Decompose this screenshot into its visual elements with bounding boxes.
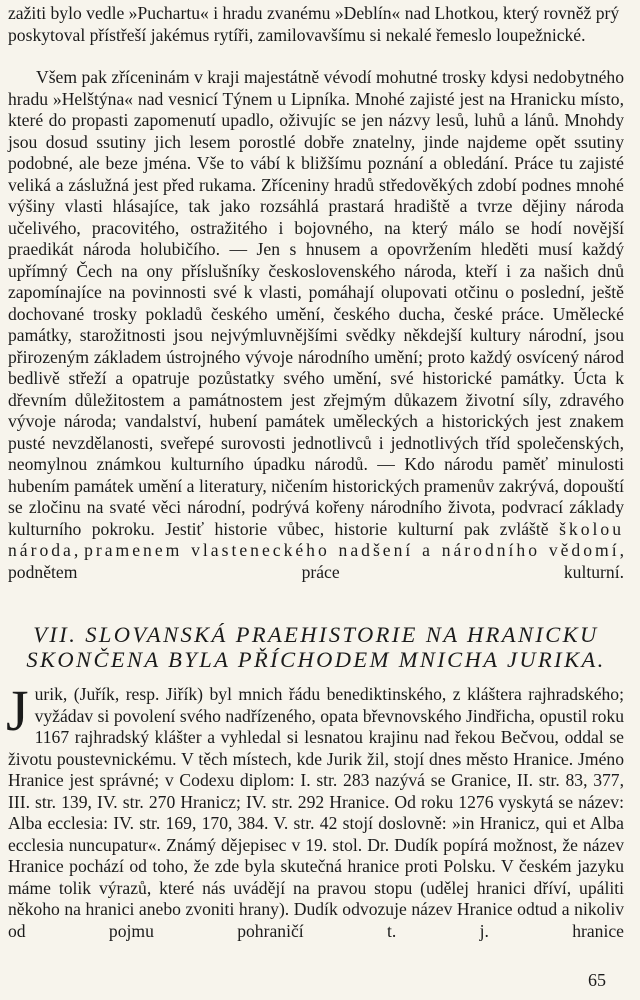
paragraph-jurik bbox=[6, 678, 624, 942]
book-page bbox=[8, 0, 624, 1000]
chapter-heading-line-1: VII. SLOVANSKÁ PRAEHISTORIE NA HRANICKU bbox=[33, 622, 599, 647]
chapter-heading bbox=[8, 622, 624, 672]
paragraph-ruins bbox=[8, 67, 624, 583]
drop-cap: J bbox=[6, 678, 29, 743]
paragraph-text: urik, (Juřík, resp. Jiřík) byl mnich řádu benediktinského, z kláštera rajhradského; vyžádav si povolení svého nadřízeného, opata břevnovského Jindřicha, opustil roku 1167 rajhradský klášter a vyhledal si lesnatou krajinu nad řekou Bečvou, oddal se životu poustevnickému. V těch místech, kde Jurik žil, stojí dnes město Hranice. Jméno Hranice jest správné; v Codexu diplom: I. str. 283 nazývá se Granice, II. str. 83, 377, III. str. 139, IV. str. 270 Hranicz; IV. str. 292 Hranice. Od roku 1276 vyskytá se název: Alba ecclesia: IV. str. 169, 170, 384. V. str. 42 stojí doslovně: »in Hranicz, qui et Alba ecclesia nuncupatur«. Známý dějepisec v 19. stol. Dr. Dudík popírá možnost, že název Hranice pochází od toho, že zde byla skutečná hranice proti Polsku. V českém jazyku máme tolik výrazů, které nás uvádějí na pravou stopu (udělej hranici dříví, upáliti někoho na hranici anebo zvoniti hrany). Dudík odvozuje název Hranice odtud a nikoliv od pojmu pohraničí t. j. hranice bbox=[8, 684, 624, 941]
page-number: 65 bbox=[588, 970, 606, 990]
paragraph-text: , podnětem práce kulturní. bbox=[8, 540, 624, 582]
spaced-emphasis: školou národa bbox=[8, 518, 624, 560]
paragraph-text: Všem pak zříceninám v kraji majestátně vévodí mohutné trosky kdysi nedobytného hradu »Helštýna« nad vesnicí Týnem u Lipníka. Mnohé zajisté jest na Hranicku místo, které do propasti zapomenutí upadlo, oživujíc se jen názvy lesů, luhů a lánů. Mnohdy jsou dosud ssutiny jich lesem porostlé dobře znatelny, jinde najdeme opět ssutiny podobné, ale beze jména. Vše to vábí k bližšímu poznání a obledání. Práce tu zajisté veliká a záslužná jest před rukama. Zříceniny hradů středověkých zdobí podnes mnohé výšiny vlasti hlásajíce, tak jako rozsáhlá prastará hradiště a tvrze dějiny národa učelivého, pracovitého, ostražitého i bojovného, na který málo se hodí novější praedikát národa holubičího. — Jen s hnusem a opovržením hleděti musí každý upřímný Čech na ony příslušníky československého národa, kteří i za našich dnů zapomínajíce na povinnosti své k vlasti, pomáhají olupovati otčinu o poslední, ještě dochované trosky pokladů českého umění, českého ducha, české práce. Umělecké památky, starožitnosti jsou nejvýmluvnějšími svědky někdejší kultury národní, jsou přirozeným základem ústrojného vývoje národního umění; proto každý osvícený národ bedlivě střeží a opatruje pozůstatky svého umění, své historické památky. Úcta k dřevním důležitostem a památnostem jest zřejmým důkazem životní síly, zdravého vývoje národa; vandalství, hubení památek uměleckých a historických jest znakem pusté nevzdělanosti, sveřepé surovosti jednotlivců i jednotlivých tříd společenských, neomylnou známkou kulturního úpadku národů. — Kdo národu paměť minulosti hubením památek umění a literatury, ničením historických pramenův zakrývá, dopouští se zločinu na svaté věci národní, podrývá kořeny národního života, podvrací základy kulturního pokroku. Jestiť historie vůbec, historie kulturní pak zvláště bbox=[8, 67, 624, 539]
paragraph-text: , bbox=[73, 540, 79, 560]
paragraph-text: zažiti bylo vedle »Puchartu« i hradu zvanému »Deblín« nad Lhotkou, který rovněž prý poskytoval přístřeší jakémus rytíři, zamilovavšímu si nekalé řemeslo loupežnické. bbox=[8, 3, 620, 45]
chapter-heading-line-2: SKONČENA BYLA PŘÍCHODEM MNICHA JURIKA. bbox=[26, 647, 606, 672]
paragraph-continued bbox=[8, 3, 624, 46]
spaced-emphasis: pramenem vlasteneckého nadšení a národního vědomí bbox=[84, 540, 620, 560]
